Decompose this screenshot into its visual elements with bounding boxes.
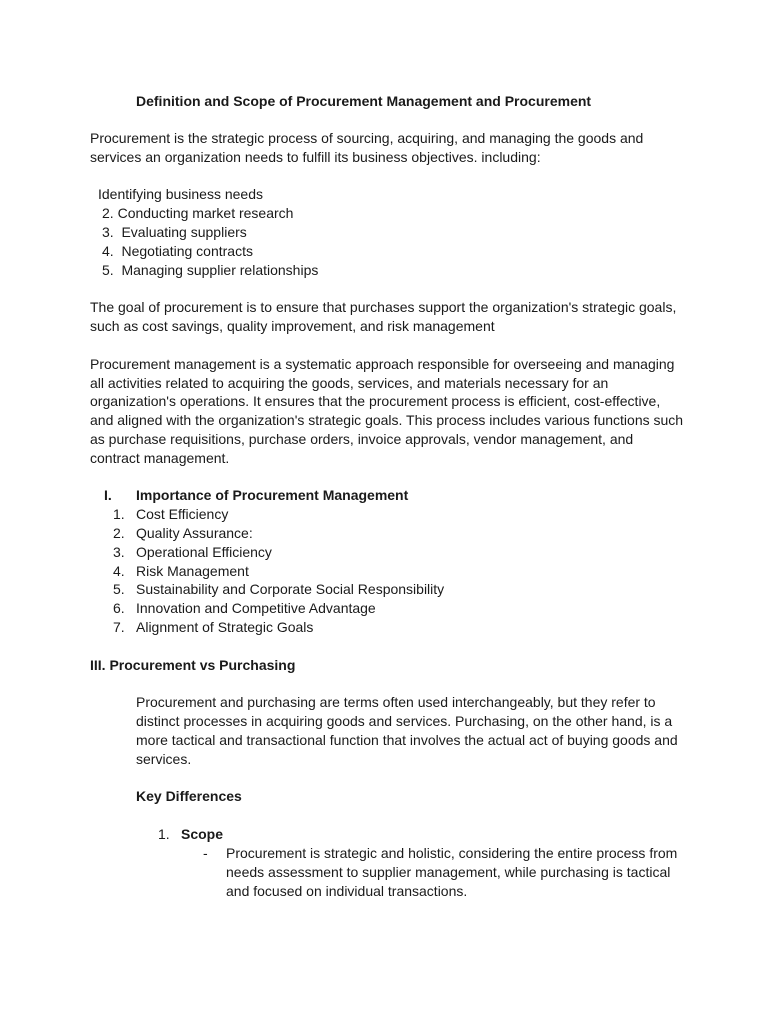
intro-line: services an organization needs to fulfill its business objectives. including: (90, 149, 541, 165)
document-title: Definition and Scope of Procurement Management and Procurement (136, 93, 592, 109)
list-item-text: Identifying business needs (98, 186, 263, 202)
list-item (102, 204, 293, 223)
list-item-text: Quality Assurance: (136, 525, 253, 541)
list-item-number: 4. (102, 243, 114, 259)
list-item-text: Evaluating suppliers (121, 224, 247, 240)
list-item-number: 5. (102, 262, 114, 278)
list-item-number: 2. (102, 205, 114, 221)
list-item (102, 261, 318, 280)
list-item-number: 5. (113, 581, 125, 597)
list-item (102, 242, 253, 261)
management-line: organization's operations. It ensures that the procurement process is efficient, cost-effective, (90, 393, 661, 409)
comparison-line: distinct processes in acquiring goods and services. Purchasing, on the other hand, is a (136, 713, 673, 729)
bullet-dash: - (203, 845, 208, 861)
scope-label: Scope (181, 826, 224, 842)
intro-line: Procurement is the strategic process of sourcing, acquiring, and managing the goods and (90, 130, 644, 146)
scope-line: Procurement is strategic and holistic, considering the entire process from (226, 845, 678, 861)
scope-line: needs assessment to supplier management, while purchasing is tactical (226, 864, 671, 880)
management-line: as purchase requisitions, purchase orders, invoice approvals, vendor management, and (90, 431, 634, 447)
list-item-number: 6. (113, 600, 125, 616)
list-item-text: Managing supplier relationships (121, 262, 319, 278)
management-line: contract management. (90, 450, 230, 466)
list-item (98, 185, 263, 204)
comparison-line: Procurement and purchasing are terms often used interchangeably, but they refer to (136, 694, 656, 710)
list-item-number: 4. (113, 563, 125, 579)
list-item-number: 3. (113, 544, 125, 560)
key-differences-heading: Key Differences (136, 788, 242, 804)
list-item-number: 1. (113, 506, 125, 522)
list-item-number: 2. (113, 525, 125, 541)
list-item-text: Cost Efficiency (136, 506, 229, 522)
goal-line: such as cost savings, quality improvement, and risk management (90, 318, 495, 334)
section-heading: III. Procurement vs Purchasing (90, 657, 296, 673)
list-item-text: Sustainability and Corporate Social Responsibility (136, 581, 445, 597)
list-item-text: Innovation and Competitive Advantage (136, 600, 376, 616)
list-item-text: Risk Management (136, 563, 249, 579)
scope-line: and focused on individual transactions. (226, 883, 468, 899)
list-item-text: Operational Efficiency (136, 544, 272, 560)
list-item-text: Negotiating contracts (121, 243, 253, 259)
list-item-text: Alignment of Strategic Goals (136, 619, 314, 635)
list-item (102, 223, 247, 242)
list-item-text: Conducting market research (117, 205, 294, 221)
section-heading: Importance of Procurement Management (136, 487, 409, 503)
comparison-line: services. (136, 751, 192, 767)
list-item-number: 7. (113, 619, 125, 635)
management-line: all activities related to acquiring the goods, services, and materials necessary for an (90, 375, 609, 391)
goal-line: The goal of procurement is to ensure that purchases support the organization's strategic goals, (90, 299, 677, 315)
management-line: and aligned with the organization's strategic goals. This process includes various functions such (90, 412, 684, 428)
list-item-number: 1. (158, 826, 170, 842)
management-line: Procurement management is a systematic approach responsible for overseeing and managing (90, 356, 675, 372)
section-numeral: I. (104, 487, 112, 503)
list-item-number: 3. (102, 224, 114, 240)
comparison-line: more tactical and transactional function that involves the actual act of buying goods and (136, 732, 678, 748)
